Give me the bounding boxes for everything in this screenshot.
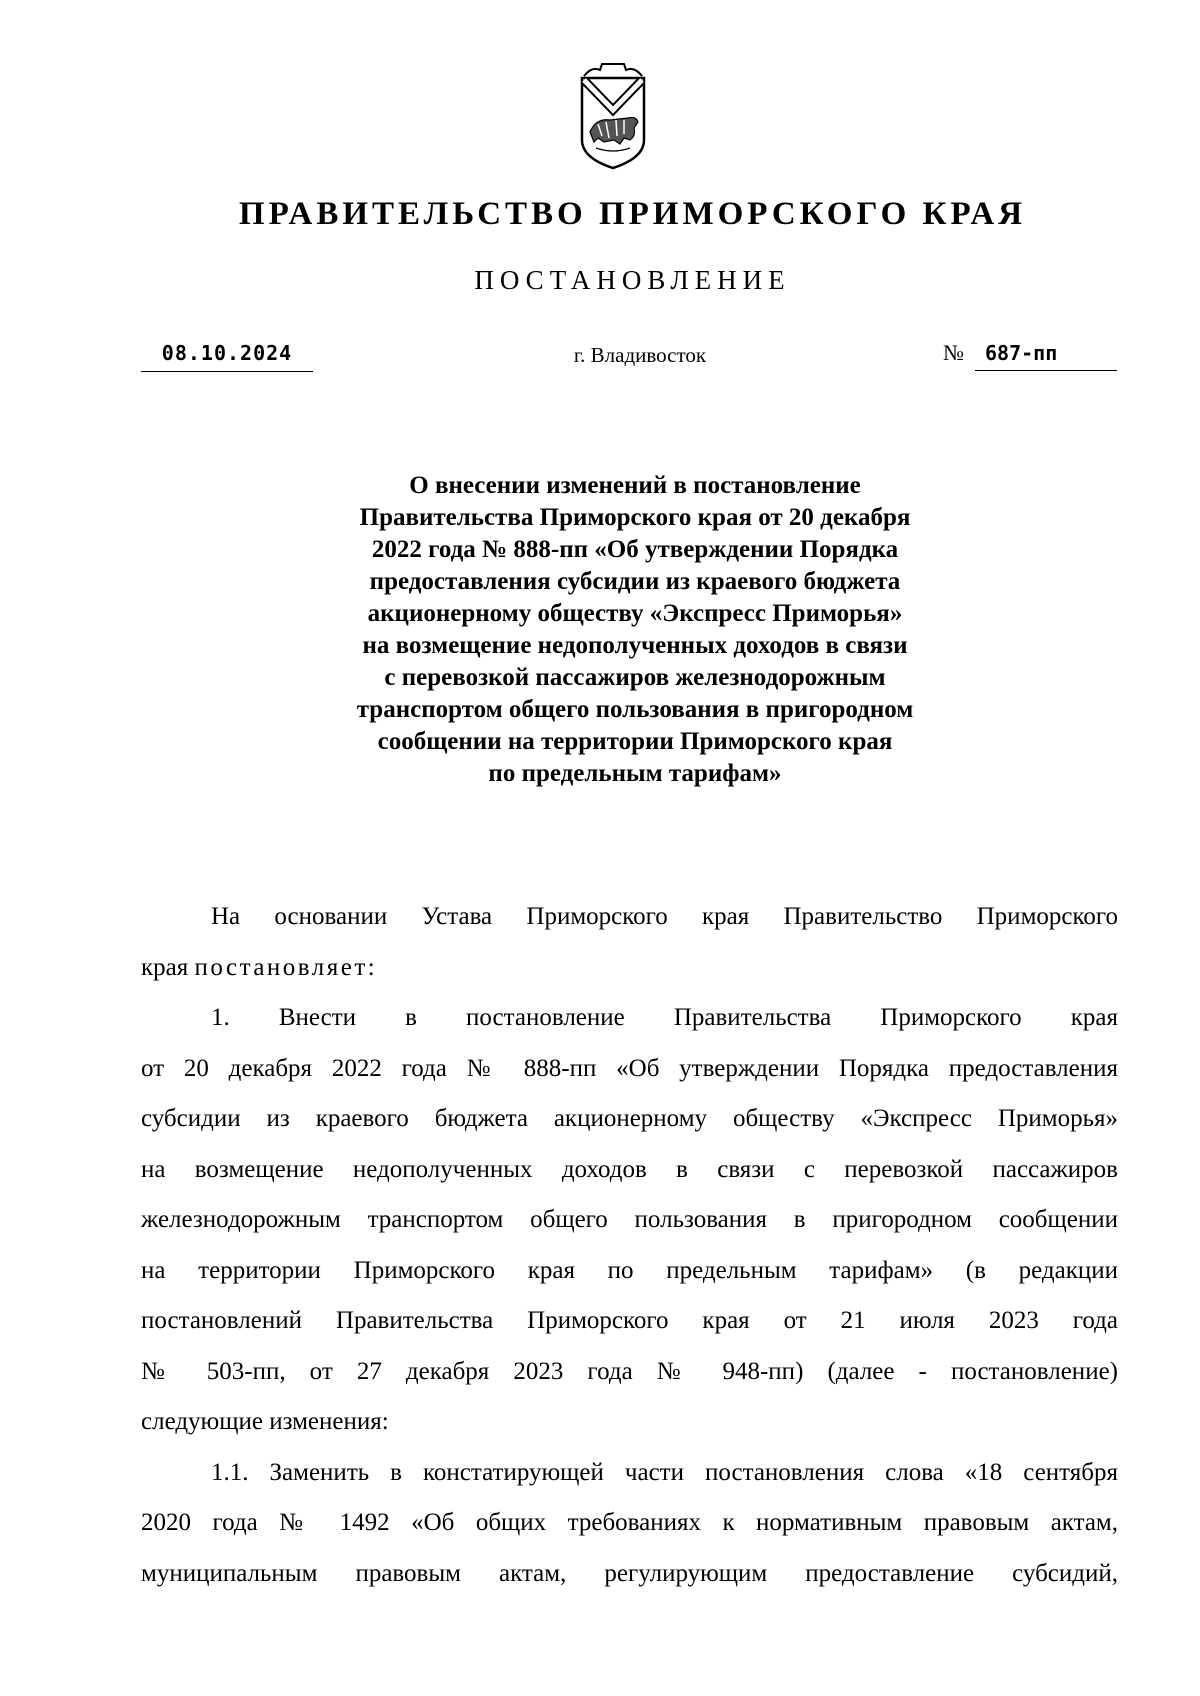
title-line: по предельным тарифам»: [488, 760, 782, 787]
body-line: муниципальным правовым актам, регулирующим предоставление субсидий,: [141, 1559, 1118, 1587]
title-line: на возмещение недополученных доходов в связи: [362, 632, 908, 659]
body-line: на территории Приморского края по предельным тарифам» (в редакции: [141, 1256, 1118, 1284]
body-line: 1. Внести в постановление Правительства Приморского края: [211, 1004, 1118, 1031]
body-text-fragment: края: [141, 953, 195, 981]
document-number: 687-пп: [975, 337, 1117, 371]
document-body: [141, 892, 1118, 1599]
number-sign: №: [943, 340, 964, 365]
title-line: Правительства Приморского края от 20 декабря: [359, 504, 911, 531]
body-line: № 503-пп, от 27 декабря 2023 года № 948-пп) (далее - постановление): [141, 1357, 1118, 1385]
body-line: следующие изменения:: [141, 1408, 389, 1435]
document-city: г. Владивосток: [573, 343, 707, 367]
resolve-word: постановляет:: [194, 953, 378, 981]
title-line: О внесении изменений в постановление: [409, 472, 861, 499]
document-type: ПОСТАНОВЛЕНИЕ: [474, 265, 791, 295]
government-name: ПРАВИТЕЛЬСТВО ПРИМОРСКОГО КРАЯ: [238, 196, 1027, 232]
title-line: предоставления субсидии из краевого бюджета: [369, 568, 901, 595]
coat-of-arms-emblem: [576, 62, 650, 174]
document-title: [270, 470, 1000, 790]
title-line: 2022 года № 888-пп «Об утверждении Порядка: [371, 536, 899, 563]
body-line: На основании Устава Приморского края Правительство Приморского: [211, 903, 1118, 930]
title-line: акционерному обществу «Экспресс Приморья»: [367, 600, 903, 627]
body-line: 1.1. Заменить в констатирующей части постановления слова «18 сентября: [211, 1458, 1118, 1486]
body-line: [141, 943, 1118, 994]
body-line: субсидии из краевого бюджета акционерному обществу «Экспресс Приморья»: [141, 1105, 1118, 1132]
body-line: от 20 декабря 2022 года № 888-пп «Об утверждении Порядка предоставления: [141, 1054, 1118, 1082]
body-line: 2020 года № 1492 «Об общих требованиях к нормативным правовым актам,: [141, 1509, 1118, 1536]
title-line: транспортом общего пользования в пригородном: [356, 696, 914, 723]
body-line: железнодорожным транспортом общего пользования в пригородном сообщении: [141, 1206, 1118, 1233]
title-line: сообщении на территории Приморского края: [377, 728, 893, 755]
title-line: с перевозкой пассажиров железнодорожным: [384, 664, 886, 691]
document-date: 08.10.2024: [141, 337, 313, 372]
body-line: на возмещение недополученных доходов в связи с перевозкой пассажиров: [141, 1155, 1118, 1183]
body-line: постановлений Правительства Приморского края от 21 июля 2023 года: [141, 1307, 1118, 1334]
